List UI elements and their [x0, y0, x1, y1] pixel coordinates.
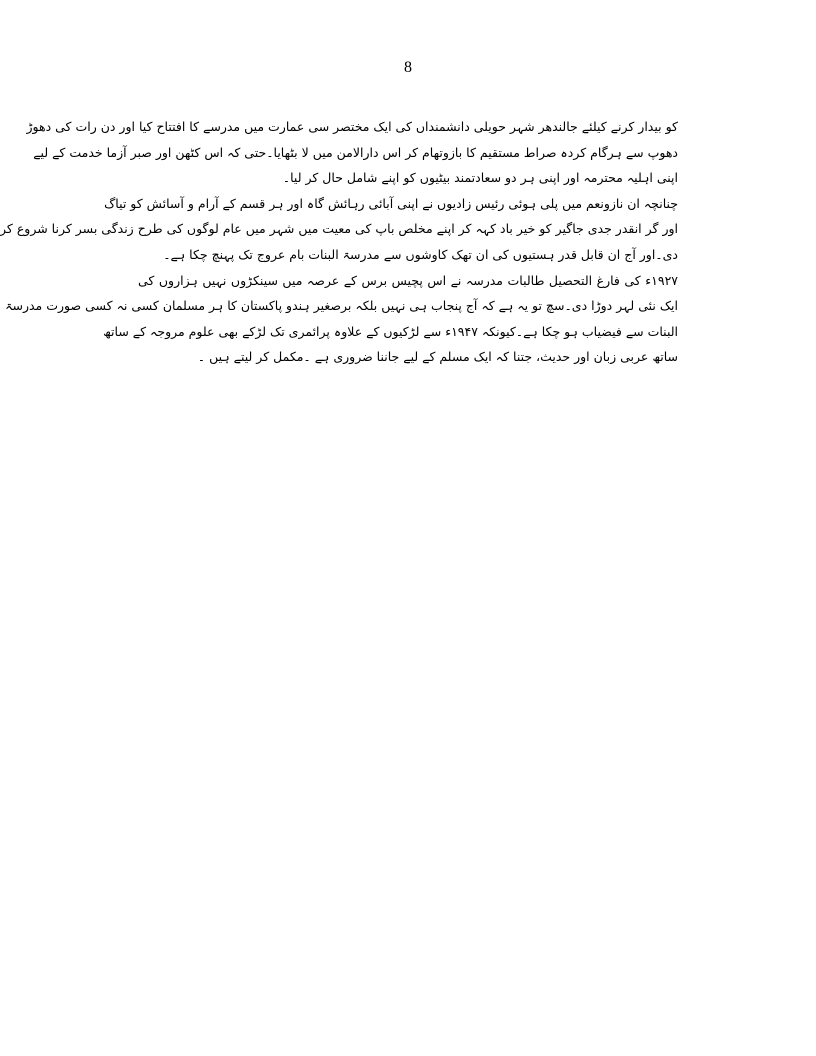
- text-line: چنانچہ ان نازونعم میں پلی ہوئی رئیس زادیوں نے اپنی آبائی رہائش گاہ اور ہر قسم کے آرام و آسائش کو تیاگ: [104, 195, 678, 211]
- text-line: ایک نئی لہر دوڑا دی۔سچ تو یہ ہے کہ آج پنجاب ہی نہیں بلکہ برصغیر ہندو پاکستان کا ہر مسلمان کسی نہ کسی صورت مدرسۃ: [5, 298, 678, 314]
- text-line: ساتھ عربی زبان اور حدیث، جتنا کہ ایک مسلم کے لیے جاننا ضروری ہے ۔مکمل کر لیتے ہیں ۔: [197, 349, 678, 365]
- text-line: ۱۹۲۷ء کی فارغ التحصیل طالبات مدرسہ نے اس پچیس برس کے عرصہ میں سینکڑوں نہیں ہزاروں کی: [138, 272, 678, 288]
- body-text: [0, 114, 678, 370]
- text-line: اپنی اہلیہ محترمہ اور اپنی ہر دو سعادتمند بیٹیوں کو اپنے شامل حال کر لیا۔: [282, 170, 678, 186]
- text-line: کو بیدار کرنے کیلئے جالندھر شہر حویلی دانشمنداں کی ایک مختصر سی عمارت میں مدرسے کا افتتاح کیا اور دن رات کی دھوڑ: [26, 119, 678, 134]
- text-line: اور گر انقدر جدی جاگیر کو خیر باد کہہ کر اپنے مخلص باپ کی معیت میں شہر میں عام لوگوں کی طرح زندگی بسر کرنا شروع کر: [0, 221, 678, 237]
- text-line: دھوپ سے ہرگام کردہ صراط مستقیم کا بازوتھام کر اس دارالامن میں لا بٹھایا۔حتی کہ اس کٹھن اور صبر آزما خدمت کے لیے: [33, 144, 678, 160]
- text-line: البنات سے فیضیاب ہو چکا ہے۔کیونکہ ۱۹۴۷ء سے لڑکیوں کے علاوہ پرائمری تک لڑکے بھی علوم مروجہ کے ساتھ: [103, 323, 678, 339]
- text-line: دی۔اور آج ان قابل قدر ہستیوں کی ان تھک کاوشوں سے مدرسۃ البنات بام عروج تک پہنچ چکا ہے۔: [163, 246, 678, 262]
- page-number: 8: [404, 59, 412, 76]
